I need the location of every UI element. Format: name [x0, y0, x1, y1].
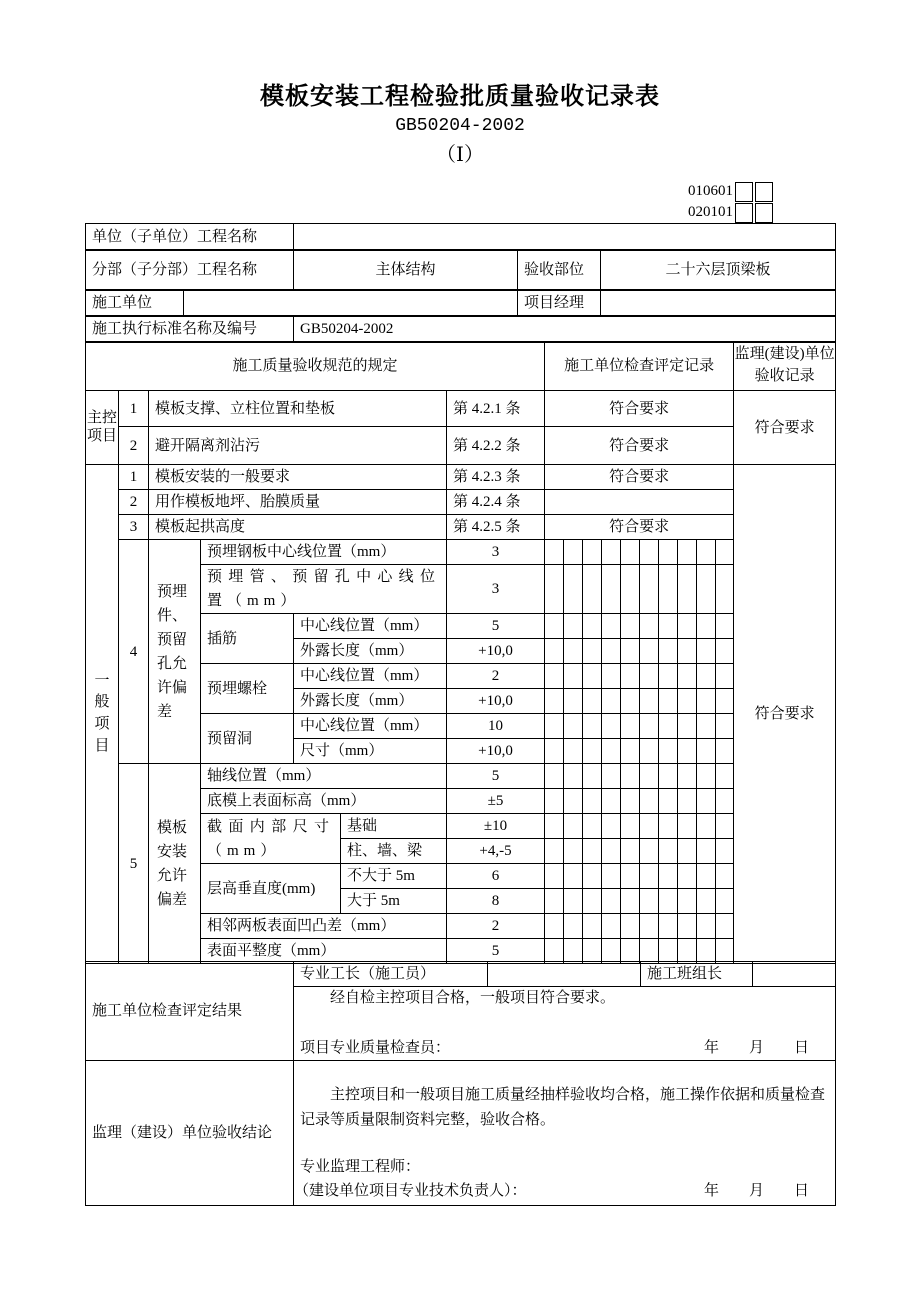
item-clause: 第 4.2.2 条: [447, 427, 545, 465]
check-cell[interactable]: [659, 914, 678, 939]
check-cell[interactable]: [678, 739, 697, 764]
group-number: 5: [119, 764, 149, 964]
check-cell[interactable]: [659, 864, 678, 889]
check-cell[interactable]: [640, 639, 659, 664]
group-label: 模板安装允许偏差: [149, 764, 201, 964]
table-row: [86, 540, 836, 565]
info-row-unit: [85, 223, 836, 251]
check-cell[interactable]: [716, 565, 734, 614]
check-cell[interactable]: [697, 889, 716, 914]
item-text: 模板起拱高度: [149, 515, 447, 540]
item-tolerance: +4,-5: [447, 839, 545, 864]
check-cell[interactable]: [583, 914, 602, 939]
check-cell[interactable]: [564, 639, 583, 664]
check-cell[interactable]: [697, 839, 716, 864]
check-cell[interactable]: [602, 639, 621, 664]
item-tolerance: 5: [447, 614, 545, 639]
check-cell[interactable]: [545, 614, 564, 639]
check-cell[interactable]: [659, 565, 678, 614]
foreman-label: 专业工长（施工员）: [294, 962, 488, 987]
check-cell[interactable]: [716, 814, 734, 839]
sub-label: 层高垂直度(mm): [201, 864, 341, 914]
check-cell[interactable]: [640, 540, 659, 565]
check-cell[interactable]: [697, 939, 716, 964]
code-box[interactable]: [735, 203, 753, 223]
check-cell[interactable]: [602, 664, 621, 689]
owner-label: （建设单位项目专业技术负责人）：: [294, 1183, 527, 1199]
check-cell[interactable]: [640, 864, 659, 889]
check-cell[interactable]: [545, 565, 564, 614]
check-cell[interactable]: [583, 689, 602, 714]
check-cell[interactable]: [640, 814, 659, 839]
check-cell[interactable]: [659, 764, 678, 789]
check-cell[interactable]: [564, 889, 583, 914]
item-tolerance: ±10: [447, 814, 545, 839]
code-row-1: [688, 181, 773, 202]
check-cell[interactable]: [564, 789, 583, 814]
item-tolerance: 5: [447, 764, 545, 789]
info-row-standard: [85, 315, 836, 343]
check-cell[interactable]: [678, 764, 697, 789]
check-cell[interactable]: [602, 689, 621, 714]
item-number: 1: [119, 391, 149, 427]
check-cell[interactable]: [716, 689, 734, 714]
check-cell[interactable]: [697, 764, 716, 789]
sub-label: 预留洞: [201, 714, 294, 764]
inspection-table: [85, 341, 836, 964]
check-cell[interactable]: [602, 739, 621, 764]
contractor-record-header: 施工单位检查评定记录: [545, 342, 734, 391]
standard-field[interactable]: GB50204-2002: [294, 316, 836, 343]
check-cell[interactable]: [678, 864, 697, 889]
item-text: 尺寸（mm）: [294, 739, 447, 764]
check-cell[interactable]: [621, 565, 640, 614]
check-cell[interactable]: [545, 864, 564, 889]
table-row: [86, 465, 836, 490]
check-cell[interactable]: [583, 614, 602, 639]
check-cell[interactable]: [678, 664, 697, 689]
item-text: 大于 5m: [341, 889, 447, 914]
check-cell[interactable]: [583, 664, 602, 689]
manager-field[interactable]: [601, 290, 836, 317]
check-cell[interactable]: [678, 914, 697, 939]
check-cell[interactable]: [678, 565, 697, 614]
form-part: （Ⅰ）: [436, 144, 484, 166]
check-cell[interactable]: [659, 714, 678, 739]
sub-label: 预埋螺栓: [201, 664, 294, 714]
check-cell[interactable]: [621, 614, 640, 639]
check-cell[interactable]: [716, 864, 734, 889]
contractor-conclusion-cell[interactable]: [294, 987, 836, 1061]
check-cell[interactable]: [602, 764, 621, 789]
check-cell[interactable]: [583, 814, 602, 839]
item-tolerance: 3: [447, 540, 545, 565]
check-cell[interactable]: [659, 664, 678, 689]
check-cell[interactable]: [564, 664, 583, 689]
check-cell[interactable]: [716, 764, 734, 789]
check-cell[interactable]: [697, 639, 716, 664]
check-cell[interactable]: [564, 914, 583, 939]
check-cell[interactable]: [640, 664, 659, 689]
check-cell[interactable]: [602, 889, 621, 914]
code-number: 020101: [688, 204, 733, 220]
check-cell[interactable]: [564, 614, 583, 639]
check-cell[interactable]: [564, 565, 583, 614]
code-box[interactable]: [735, 182, 753, 202]
check-cell[interactable]: [621, 739, 640, 764]
check-cell[interactable]: [583, 540, 602, 565]
check-cell[interactable]: [545, 814, 564, 839]
check-cell[interactable]: [602, 789, 621, 814]
table-row: [86, 490, 836, 515]
check-cell[interactable]: [621, 540, 640, 565]
item-number: 3: [119, 515, 149, 540]
check-cell[interactable]: [602, 565, 621, 614]
check-cell[interactable]: [545, 789, 564, 814]
check-cell[interactable]: [621, 789, 640, 814]
unit-project-label: 单位（子单位）工程名称: [86, 224, 294, 251]
check-cell[interactable]: [602, 614, 621, 639]
item-result[interactable]: 符合要求: [545, 391, 734, 427]
check-cell[interactable]: [583, 714, 602, 739]
item-tolerance: 2: [447, 664, 545, 689]
check-cell[interactable]: [564, 689, 583, 714]
supervisor-date: 年 月 日: [703, 1183, 809, 1199]
check-cell[interactable]: [716, 789, 734, 814]
item-text: 避开隔离剂沾污: [149, 427, 447, 465]
check-cell[interactable]: [564, 839, 583, 864]
check-cell[interactable]: [640, 789, 659, 814]
check-cell[interactable]: [621, 714, 640, 739]
check-cell[interactable]: [697, 789, 716, 814]
check-cell[interactable]: [583, 839, 602, 864]
contractor-conclusion: 经自检主控项目合格，一般项目符合要求。: [330, 990, 616, 1006]
code-row-2: [688, 202, 773, 223]
check-cell[interactable]: [640, 614, 659, 639]
check-cell[interactable]: [716, 714, 734, 739]
item-text: 预埋钢板中心线位置（mm）: [201, 540, 447, 565]
check-cell[interactable]: [545, 739, 564, 764]
check-cell[interactable]: [602, 839, 621, 864]
standard-label: 施工执行标准名称及编号: [86, 316, 294, 343]
check-cell[interactable]: [602, 814, 621, 839]
check-cell[interactable]: [640, 565, 659, 614]
item-tolerance: +10,0: [447, 739, 545, 764]
item-clause: 第 4.2.5 条: [447, 515, 545, 540]
check-cell[interactable]: [545, 639, 564, 664]
check-cell[interactable]: [716, 939, 734, 964]
check-cell[interactable]: [583, 864, 602, 889]
check-cell[interactable]: [659, 639, 678, 664]
group-label: 预埋件、预留孔允许偏差: [149, 540, 201, 764]
check-cell[interactable]: [602, 540, 621, 565]
check-cell[interactable]: [640, 689, 659, 714]
item-text: 中心线位置（mm）: [294, 614, 447, 639]
item-tolerance: 3: [447, 565, 545, 614]
item-text: 底模上表面标高（mm）: [201, 789, 447, 814]
check-cell[interactable]: [640, 914, 659, 939]
check-cell[interactable]: [697, 565, 716, 614]
check-cell[interactable]: [659, 614, 678, 639]
check-cell[interactable]: [640, 839, 659, 864]
check-cell[interactable]: [678, 714, 697, 739]
check-cell[interactable]: [545, 689, 564, 714]
general-items-label: 一般项目: [86, 465, 119, 964]
check-cell[interactable]: [716, 839, 734, 864]
check-cell[interactable]: [545, 714, 564, 739]
contractor-result-section: [85, 961, 836, 1206]
sub-label: 截面内部尺寸（mm）: [201, 814, 341, 864]
check-cell[interactable]: [545, 939, 564, 964]
check-cell[interactable]: [621, 889, 640, 914]
check-cell[interactable]: [659, 739, 678, 764]
check-cell[interactable]: [716, 639, 734, 664]
spec-header: 施工质量验收规范的规定: [86, 342, 545, 391]
check-cell[interactable]: [697, 914, 716, 939]
acceptance-part-field[interactable]: 二十六层顶梁板: [601, 250, 836, 291]
check-cell[interactable]: [564, 814, 583, 839]
item-text: 柱、墙、梁: [341, 839, 447, 864]
table-row: [86, 764, 836, 789]
check-cell[interactable]: [640, 939, 659, 964]
item-text: 基础: [341, 814, 447, 839]
info-row-contractor: [85, 289, 836, 317]
item-result[interactable]: [545, 490, 734, 515]
code-box[interactable]: [755, 182, 773, 202]
check-cell[interactable]: [659, 540, 678, 565]
item-tolerance: 2: [447, 914, 545, 939]
code-number: 010601: [688, 183, 733, 199]
item-tolerance: 8: [447, 889, 545, 914]
form-title: 模板安装工程检验批质量验收记录表: [260, 81, 660, 110]
check-cell[interactable]: [659, 839, 678, 864]
check-cell[interactable]: [697, 614, 716, 639]
group-number: 4: [119, 540, 149, 764]
check-cell[interactable]: [545, 914, 564, 939]
check-cell[interactable]: [545, 839, 564, 864]
sub-project-label: 分部（子分部）工程名称: [86, 250, 294, 291]
check-cell[interactable]: [564, 939, 583, 964]
check-cell[interactable]: [621, 914, 640, 939]
table-row: [86, 391, 836, 427]
team-leader-label: 施工班组长: [641, 962, 753, 987]
check-cell[interactable]: [678, 789, 697, 814]
check-cell[interactable]: [716, 614, 734, 639]
check-cell[interactable]: [697, 689, 716, 714]
check-cell[interactable]: [659, 939, 678, 964]
item-text: 用作模板地坪、胎膜质量: [149, 490, 447, 515]
check-cell[interactable]: [678, 639, 697, 664]
check-cell[interactable]: [583, 639, 602, 664]
check-cell[interactable]: [697, 739, 716, 764]
item-result[interactable]: 符合要求: [545, 465, 734, 490]
check-cell[interactable]: [564, 739, 583, 764]
check-cell[interactable]: [678, 889, 697, 914]
check-cell[interactable]: [659, 689, 678, 714]
supervisor-conclusion-cell[interactable]: [294, 1061, 836, 1206]
table-row: [86, 515, 836, 540]
sub-label: 插筋: [201, 614, 294, 664]
table-row: [86, 427, 836, 465]
check-cell[interactable]: [545, 889, 564, 914]
check-cell[interactable]: [621, 814, 640, 839]
check-cell[interactable]: [716, 914, 734, 939]
team-leader-field[interactable]: [753, 962, 836, 987]
item-tolerance: 10: [447, 714, 545, 739]
supervisor-conclusion-label: 监理（建设）单位验收结论: [86, 1061, 294, 1206]
inspector-label: 项目专业质量检查员：: [300, 1040, 451, 1056]
item-tolerance: ±5: [447, 789, 545, 814]
contractor-label: 施工单位: [86, 290, 184, 317]
item-tolerance: 6: [447, 864, 545, 889]
supervisor-record-header: 监理(建设)单位验收记录: [734, 342, 836, 391]
standard-code: GB50204-2002: [395, 116, 525, 136]
check-cell[interactable]: [716, 664, 734, 689]
item-result[interactable]: 符合要求: [545, 427, 734, 465]
check-cell[interactable]: [583, 889, 602, 914]
check-cell[interactable]: [583, 565, 602, 614]
check-cell[interactable]: [678, 839, 697, 864]
check-cell[interactable]: [678, 614, 697, 639]
item-number: 2: [119, 427, 149, 465]
check-cell[interactable]: [621, 839, 640, 864]
item-clause: 第 4.2.3 条: [447, 465, 545, 490]
item-clause: 第 4.2.4 条: [447, 490, 545, 515]
inspection-date: 年 月 日: [703, 1040, 809, 1056]
check-cell[interactable]: [545, 764, 564, 789]
check-cell[interactable]: [621, 764, 640, 789]
contractor-result-label: 施工单位检查评定结果: [86, 962, 294, 1061]
engineer-label: 专业监理工程师：: [300, 1159, 421, 1175]
check-cell[interactable]: [659, 889, 678, 914]
item-text: 中心线位置（mm）: [294, 714, 447, 739]
check-cell[interactable]: [621, 664, 640, 689]
acceptance-part-label: 验收部位: [518, 250, 601, 291]
check-cell[interactable]: [716, 889, 734, 914]
check-cell[interactable]: [678, 689, 697, 714]
general-supervisor-result[interactable]: 符合要求: [734, 465, 836, 964]
item-text: 不大于 5m: [341, 864, 447, 889]
check-cell[interactable]: [697, 664, 716, 689]
check-cell[interactable]: [621, 689, 640, 714]
check-cell[interactable]: [678, 814, 697, 839]
check-cell[interactable]: [602, 714, 621, 739]
item-text: 预埋管、预留孔中心线位置（mm）: [201, 565, 447, 614]
item-number: 1: [119, 465, 149, 490]
main-items-label: 主控项目: [86, 391, 119, 465]
item-text: 中心线位置（mm）: [294, 664, 447, 689]
check-cell[interactable]: [640, 714, 659, 739]
check-cell[interactable]: [697, 814, 716, 839]
item-text: 轴线位置（mm）: [201, 764, 447, 789]
check-cell[interactable]: [564, 540, 583, 565]
sub-project-field[interactable]: 主体结构: [294, 250, 518, 291]
code-box[interactable]: [755, 203, 773, 223]
check-cell[interactable]: [602, 864, 621, 889]
foreman-field[interactable]: [488, 962, 641, 987]
check-cell[interactable]: [583, 739, 602, 764]
check-cell[interactable]: [716, 739, 734, 764]
check-cell[interactable]: [545, 664, 564, 689]
check-cell[interactable]: [678, 939, 697, 964]
check-cell[interactable]: [640, 764, 659, 789]
check-cell[interactable]: [583, 939, 602, 964]
check-cell[interactable]: [602, 914, 621, 939]
check-cell[interactable]: [621, 864, 640, 889]
check-cell[interactable]: [564, 864, 583, 889]
info-row-sub: [85, 249, 836, 291]
check-cell[interactable]: [659, 814, 678, 839]
item-result[interactable]: 符合要求: [545, 515, 734, 540]
manager-label: 项目经理: [518, 290, 601, 317]
contractor-field[interactable]: [184, 290, 518, 317]
item-text: 模板安装的一般要求: [149, 465, 447, 490]
check-cell[interactable]: [621, 639, 640, 664]
check-cell[interactable]: [659, 789, 678, 814]
item-text: 表面平整度（mm）: [201, 939, 447, 964]
check-cell[interactable]: [583, 764, 602, 789]
check-cell[interactable]: [697, 714, 716, 739]
item-clause: 第 4.2.1 条: [447, 391, 545, 427]
check-cell[interactable]: [602, 939, 621, 964]
item-text: 外露长度（mm）: [294, 689, 447, 714]
main-supervisor-result[interactable]: 符合要求: [734, 391, 836, 465]
item-number: 2: [119, 490, 149, 515]
item-tolerance: +10,0: [447, 689, 545, 714]
item-text: 模板支撑、立柱位置和垫板: [149, 391, 447, 427]
item-tolerance: 5: [447, 939, 545, 964]
check-cell[interactable]: [640, 889, 659, 914]
unit-project-field[interactable]: [294, 224, 836, 251]
item-tolerance: +10,0: [447, 639, 545, 664]
item-text: 外露长度（mm）: [294, 639, 447, 664]
check-cell[interactable]: [697, 540, 716, 565]
check-cell[interactable]: [678, 540, 697, 565]
item-text: 相邻两板表面凹凸差（mm）: [201, 914, 447, 939]
check-cell[interactable]: [697, 864, 716, 889]
check-cell[interactable]: [640, 739, 659, 764]
supervisor-conclusion-text: 主控项目和一般项目施工质量经抽样验收均合格，施工操作依据和质量检查记录等质量限制资料完整，验收合格。: [300, 1087, 826, 1128]
check-cell[interactable]: [621, 939, 640, 964]
check-cell[interactable]: [545, 540, 564, 565]
check-cell[interactable]: [716, 540, 734, 565]
check-cell[interactable]: [564, 714, 583, 739]
check-cell[interactable]: [564, 764, 583, 789]
check-cell[interactable]: [583, 789, 602, 814]
